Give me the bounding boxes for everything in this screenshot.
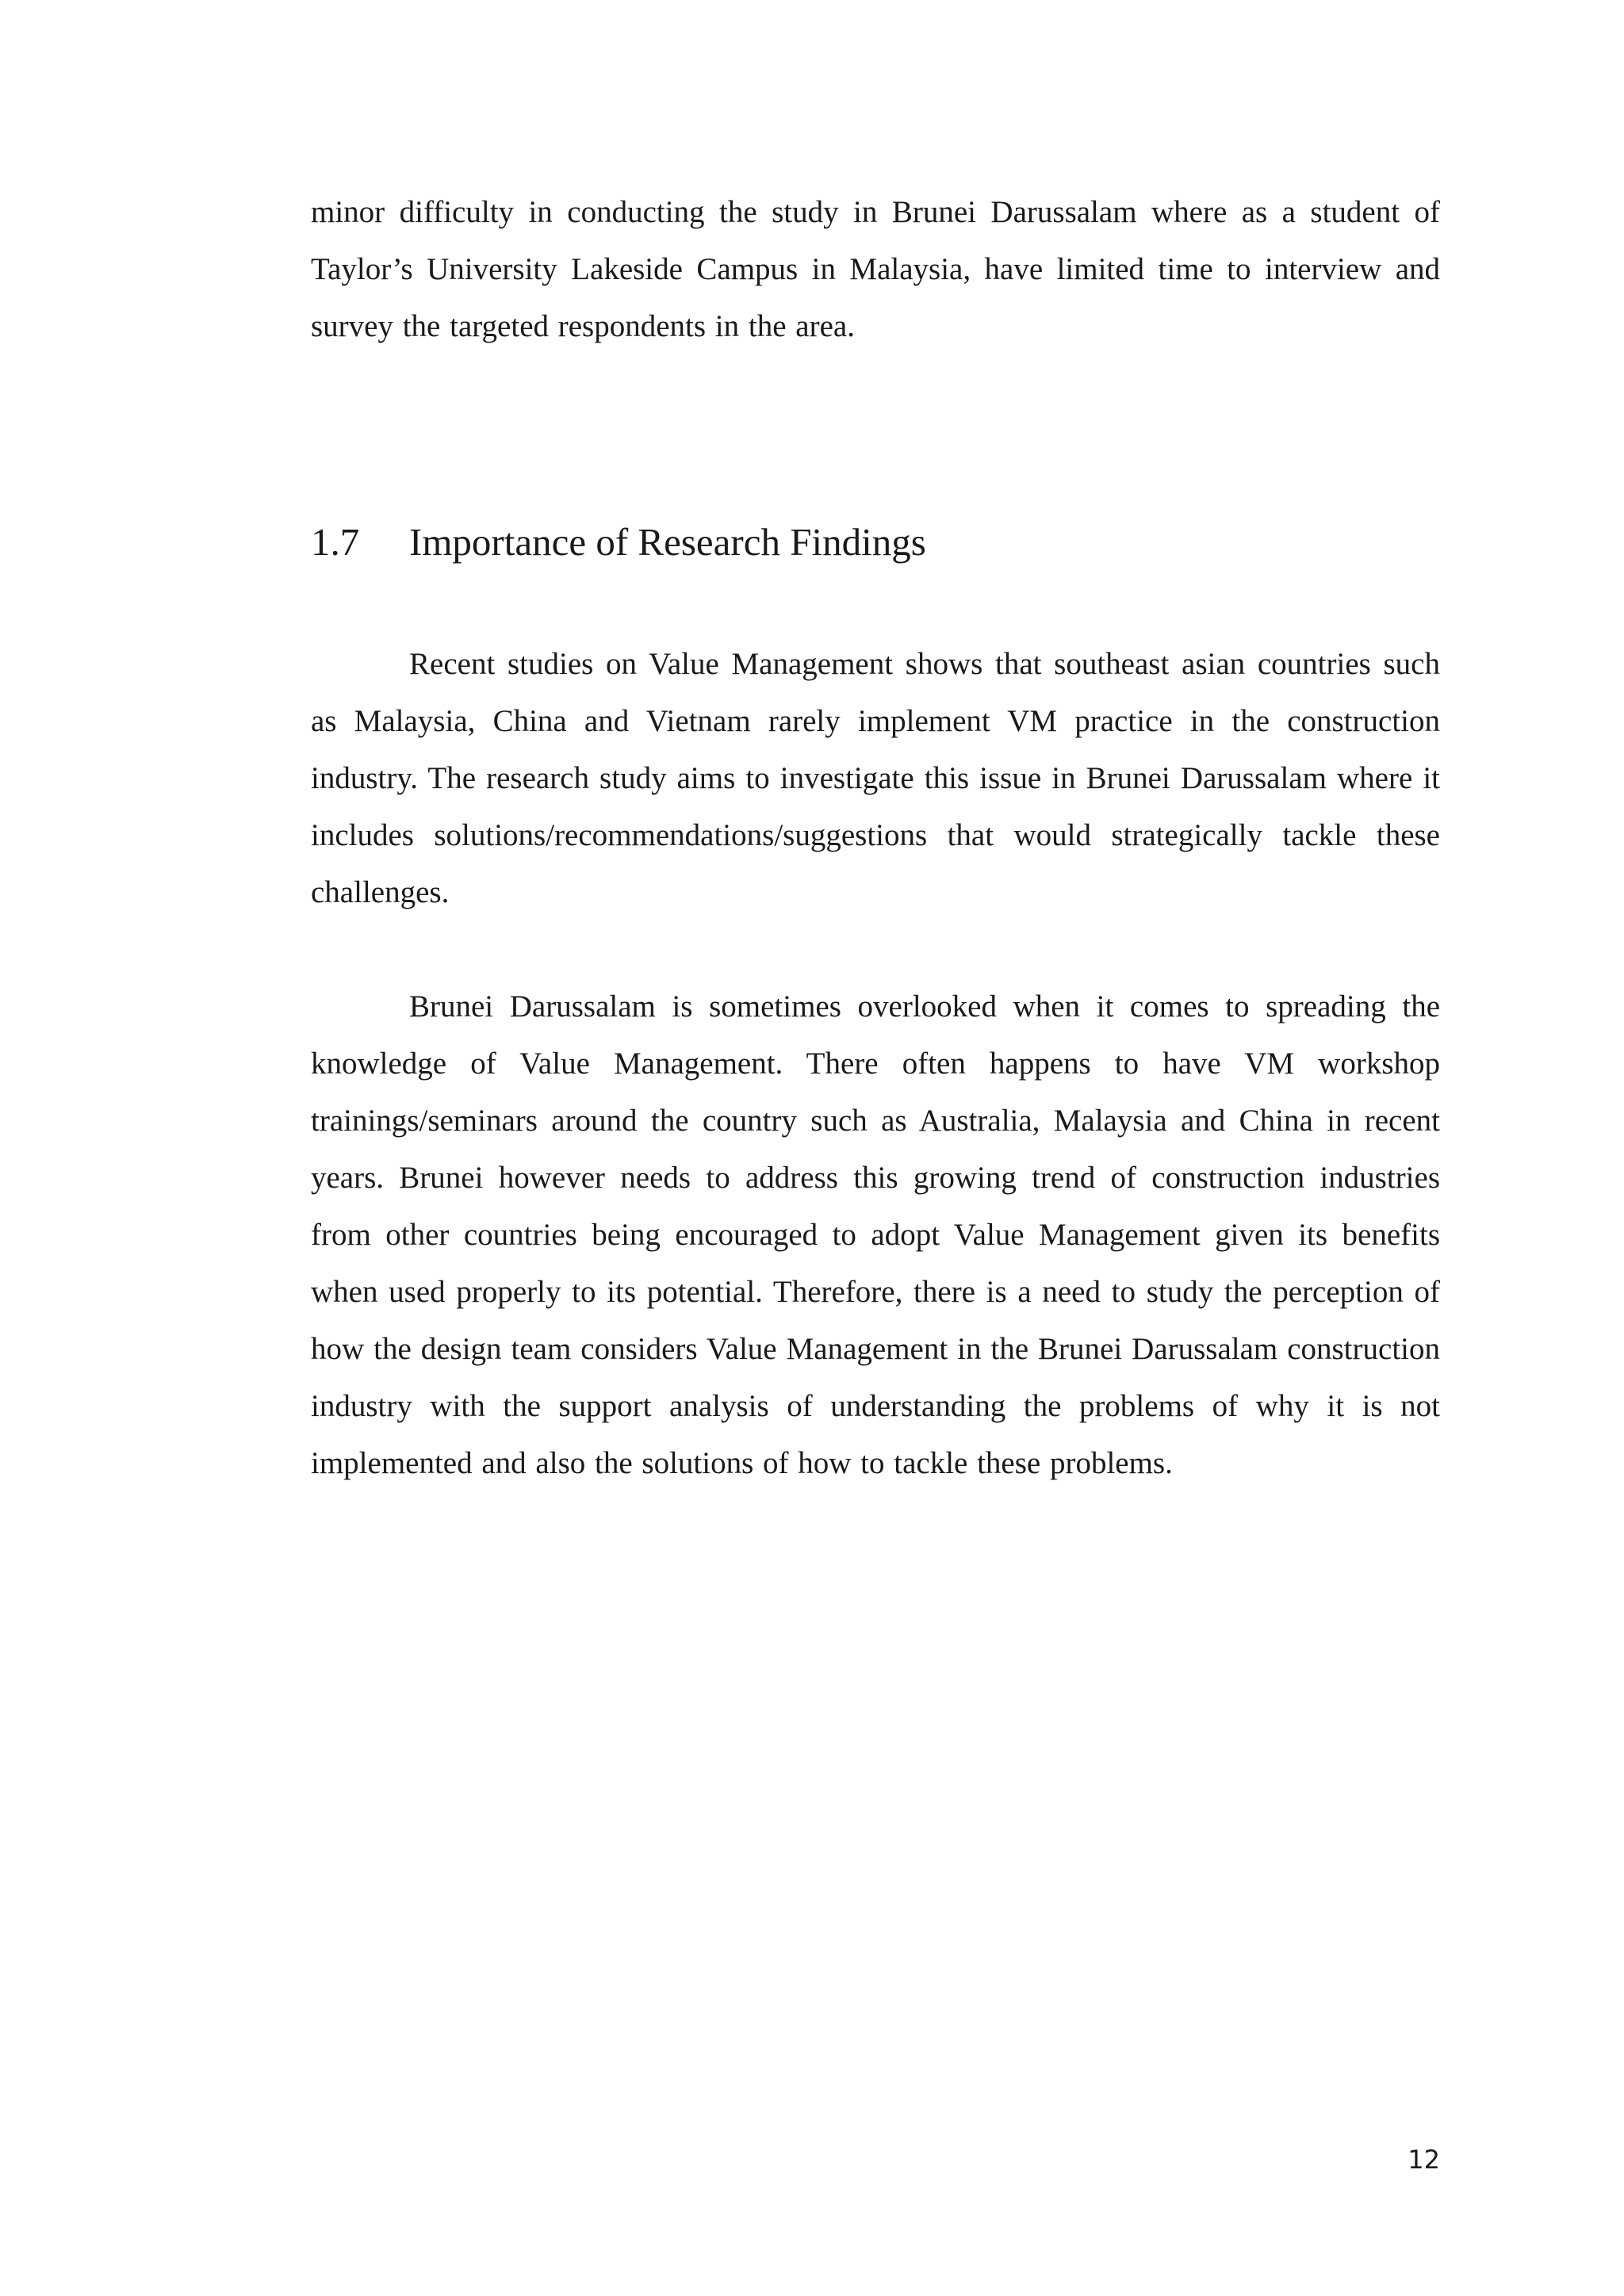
continuation-paragraph: minor difficulty in conducting the study in Brunei Darussalam where as a student of Taylor’s University Lakeside Campus in Malaysia, have limited time to interview and survey the targeted respondents in the area. xyxy=(311,195,1440,343)
continuation-block xyxy=(311,184,1440,355)
page-number: 12 xyxy=(1408,2145,1440,2175)
section-heading xyxy=(311,519,926,566)
body-paragraph: Brunei Darussalam is sometimes overlooked when it comes to spreading the knowledge of Value Management. There often happens to have VM workshop trainings/seminars around the country such as Australia, Malaysia and China in recent years. Brunei however needs to address this growing trend of construction industries from other countries being encouraged to adopt Value Management given its benefits when used properly to its potential. Therefore, there is a need to study the perception of how the design team considers Value Management in the Brunei Darussalam construction industry with the support analysis of understanding the problems of why it is not implemented and also the solutions of how to tackle these problems. xyxy=(311,989,1440,1480)
paragraph-block-2 xyxy=(311,978,1440,1492)
section-number: 1.7 xyxy=(311,520,360,564)
body-paragraph: Recent studies on Value Management shows that southeast asian countries such as Malaysia, China and Vietnam rarely implement VM practice in the construction industry. The research study aims to investigate this issue in Brunei Darussalam where it includes solutions/recommendations/suggestions that would strategically tackle these challenges. xyxy=(311,647,1440,909)
section-title: Importance of Research Findings xyxy=(409,520,926,564)
paragraph-block-1 xyxy=(311,636,1440,921)
